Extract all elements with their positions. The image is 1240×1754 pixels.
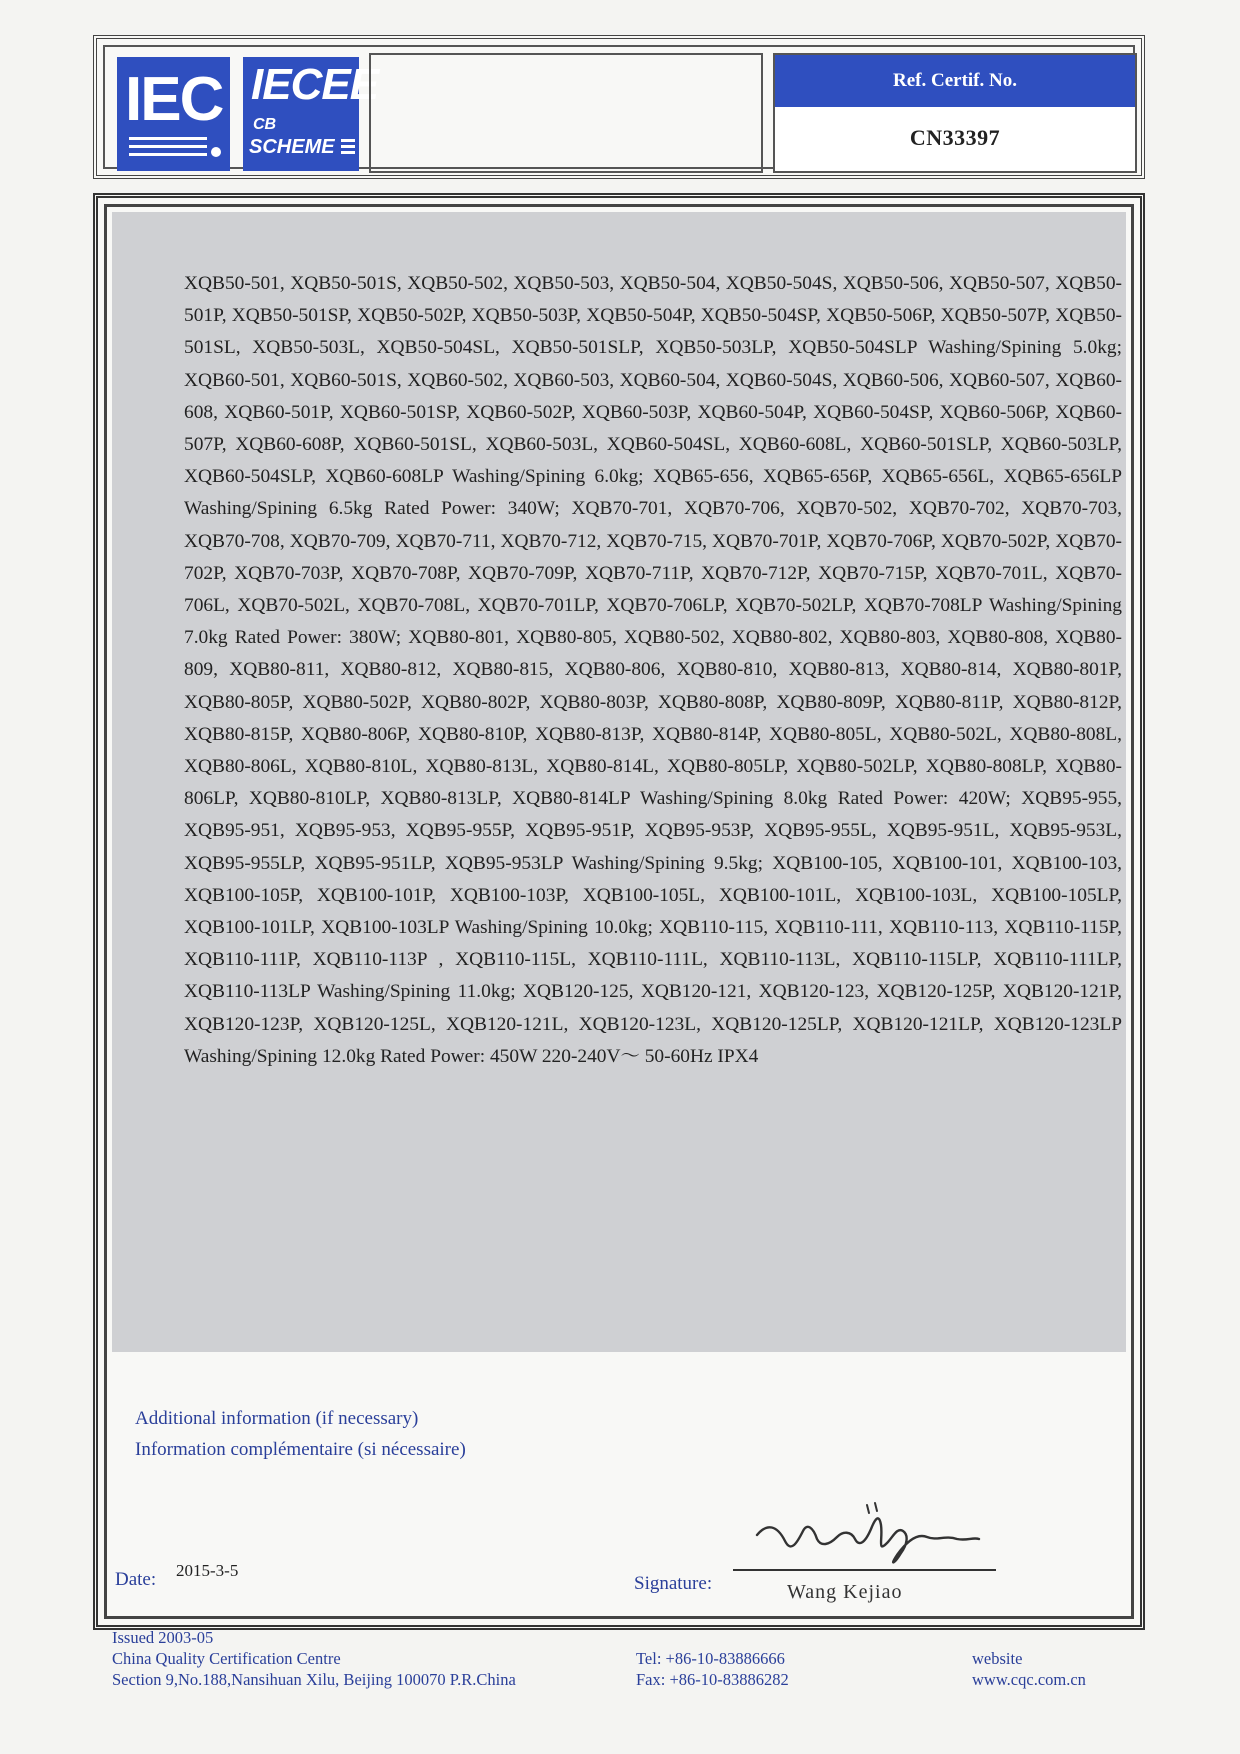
cb-logo-text: CB — [253, 116, 277, 133]
certificate-body-frame — [93, 193, 1145, 1630]
models-panel — [112, 212, 1126, 1352]
ref-certificate-box — [773, 53, 1137, 173]
ref-certificate-label: Ref. Certif. No. — [775, 55, 1135, 107]
date-value: 2015-3-5 — [176, 1561, 239, 1580]
iec-logo — [117, 57, 230, 171]
date-label: Date: — [115, 1569, 157, 1590]
additional-info-fr: Information complémentaire (si nécessaire) — [135, 1439, 466, 1460]
header-blank-field — [369, 53, 763, 173]
signature-line — [733, 1569, 996, 1571]
iec-logo-text: IEC — [125, 65, 223, 134]
additional-info-block — [135, 1403, 466, 1465]
scheme-logo-text: SCHEME — [249, 136, 335, 158]
footer-website-label: website — [972, 1649, 1023, 1668]
header-frame — [93, 35, 1145, 179]
additional-info-en: Additional information (if necessary) — [135, 1408, 419, 1429]
signatory-name: Wang Kejiao — [787, 1581, 903, 1603]
handwritten-signature — [747, 1483, 987, 1573]
header-inner — [103, 45, 1135, 169]
footer-organization: China Quality Certification Centre — [112, 1649, 341, 1668]
footer-issuer — [112, 1627, 516, 1690]
footer-website — [972, 1648, 1086, 1690]
footer-contact — [636, 1648, 789, 1690]
ref-certificate-number: CN33397 — [909, 125, 1001, 150]
signature-label: Signature: — [634, 1573, 713, 1594]
footer-tel: Tel: +86-10-83886666 — [636, 1649, 785, 1668]
certificate-body-inner — [104, 204, 1134, 1619]
model-list-text: XQB50-501, XQB50-501S, XQB50-502, XQB50-503, XQB50-504, XQB50-504S, XQB50-506, XQB50-507, XQB50-501P, XQB50-501SP, XQB50-502P, XQB50-503P, XQB50-504P, XQB50-504SP, XQB50-506P, XQB50-507P, XQB50-501SL, XQB50-503L, XQB50-504SL, XQB50-501SLP, XQB50-503LP, XQB50-504SLP Washing/Spining 5.0kg; XQB60-501, XQB60-501S, XQB60-502, XQB60-503, XQB60-504, XQB60-504S, XQB60-506, XQB60-507, XQB60-608, XQB60-501P, XQB60-501SP, XQB60-502P, XQB60-503P, XQB60-504P, XQB60-504SP, XQB60-506P, XQB60-507P, XQB60-608P, XQB60-501SL, XQB60-503L, XQB60-504SL, XQB60-608L, XQB60-501SLP, XQB60-503LP, XQB60-504SLP, XQB60-608LP Washing/Spining 6.0kg; XQB65-656, XQB65-656P, XQB65-656L, XQB65-656LP Washing/Spining 6.5kg Rated Power: 340W; XQB70-701, XQB70-706, XQB70-502, XQB70-702, XQB70-703, XQB70-708, XQB70-709, XQB70-711, XQB70-712, XQB70-715, XQB70-701P, XQB70-706P, XQB70-502P, XQB70-702P, XQB70-703P, XQB70-708P, XQB70-709P, XQB70-711P, XQB70-712P, XQB70-715P, XQB70-701L, XQB70-706L, XQB70-502L, XQB70-708L, XQB70-701LP, XQB70-706LP, XQB70-502LP, XQB70-708LP Washing/Spining 7.0kg Rated Power: 380W; XQB80-801, XQB80-805, XQB80-502, XQB80-802, XQB80-803, XQB80-808, XQB80-809, XQB80-811, XQB80-812, XQB80-815, XQB80-806, XQB80-810, XQB80-813, XQB80-814, XQB80-801P, XQB80-805P, XQB80-502P, XQB80-802P, XQB80-803P, XQB80-808P, XQB80-809P, XQB80-811P, XQB80-812P, XQB80-815P, XQB80-806P, XQB80-810P, XQB80-813P, XQB80-814P, XQB80-805L, XQB80-502L, XQB80-808L, XQB80-806L, XQB80-810L, XQB80-813L, XQB80-814L, XQB80-805LP, XQB80-502LP, XQB80-808LP, XQB80-806LP, XQB80-810LP, XQB80-813LP, XQB80-814LP Washing/Spining 8.0kg Rated Power: 420W; XQB95-955, XQB95-951, XQB95-953, XQB95-955P, XQB95-951P, XQB95-953P, XQB95-955L, XQB95-951L, XQB95-953L, XQB95-955LP, XQB95-951LP, XQB95-953LP Washing/Spining 9.5kg; XQB100-105, XQB100-101, XQB100-103, XQB100-105P, XQB100-101P, XQB100-103P, XQB100-105L, XQB100-101L, XQB100-103L, XQB100-105LP, XQB100-101LP, XQB100-103LP Washing/Spining 10.0kg; XQB110-115, XQB110-111, XQB110-113, XQB110-115P, XQB110-111P, XQB110-113P , XQB110-115L, XQB110-111L, XQB110-113L, XQB110-115LP, XQB110-111LP, XQB110-113LP Washing/Spining 11.0kg; XQB120-125, XQB120-121, XQB120-123, XQB120-125P, XQB120-121P, XQB120-123P, XQB120-125L, XQB120-121L, XQB120-123L, XQB120-125LP, XQB120-121LP, XQB120-123LP Washing/Spining 12.0kg Rated Power: 450W 220-240V～ 50-60Hz IPX4 — [184, 273, 1122, 1067]
footer-website-url[interactable]: www.cqc.com.cn — [972, 1670, 1086, 1689]
footer-issued-date: Issued 2003-05 — [112, 1628, 214, 1647]
iecee-cb-scheme-logo — [243, 57, 379, 171]
footer-address: Section 9,No.188,Nansihuan Xilu, Beijing 100070 P.R.China — [112, 1670, 516, 1689]
iecee-logo-text: IECEE — [251, 60, 379, 109]
footer-fax: Fax: +86-10-83886282 — [636, 1670, 789, 1689]
